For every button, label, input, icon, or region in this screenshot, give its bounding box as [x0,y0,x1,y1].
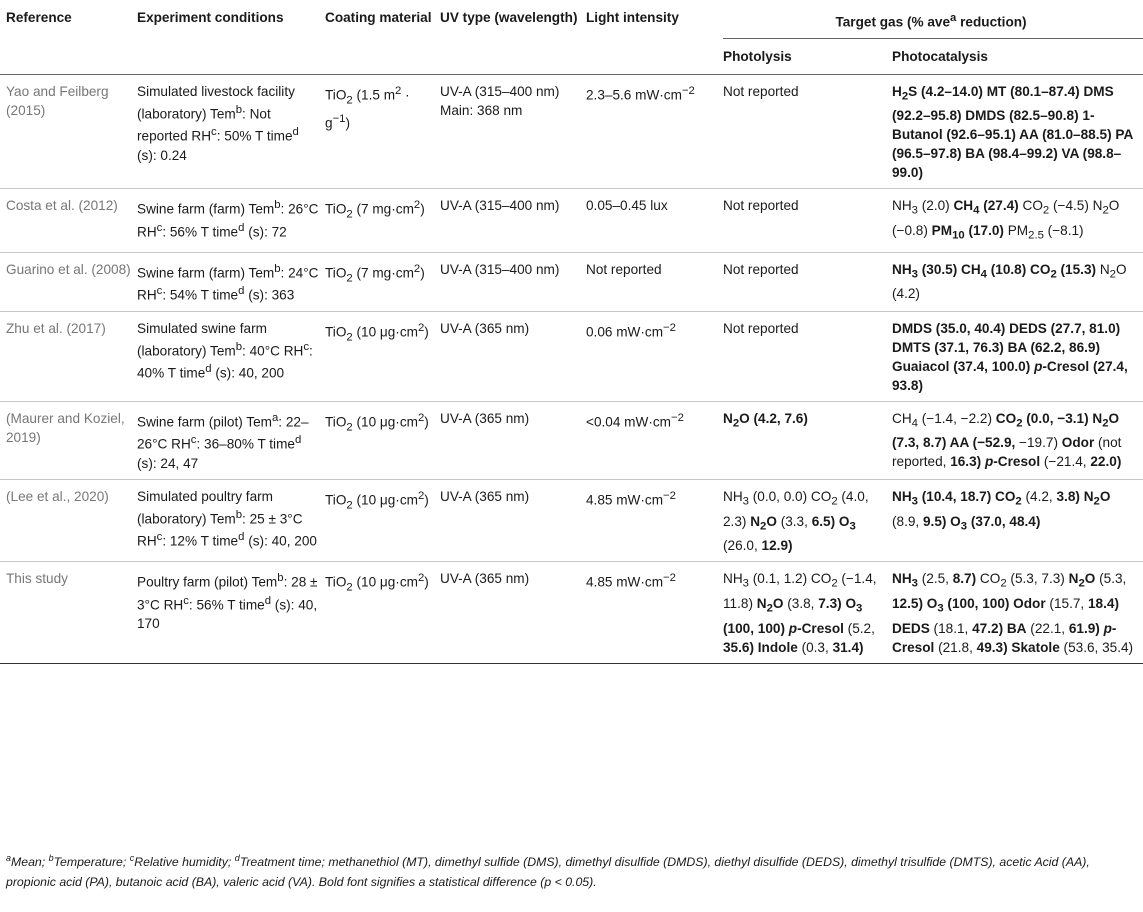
table-row [0,562,1143,663]
table-header [0,0,1143,74]
cell-photolysis: Not reported [723,198,799,214]
table-row [0,401,1143,479]
cell-uv: UV-A (315–400 nm) [440,198,560,214]
table-row [0,311,1143,401]
cell-coating: TiO$_2$ (1.5 $m^2 \cdot g^{-1}$) [325,84,410,131]
cell-conditions: Swine farm (farm) Tem$^b$: 26°C $RH^c$: 56% T time$^d$ (s): 72 [137,199,319,240]
cell-conditions: Simulated swine farm (laboratory) Tem$^b$: 40°C $RH^c$: 40% T time$^d$ (s): 40, 200 [137,320,313,381]
cell-reference: Costa et al. (2012) [6,198,118,214]
cell-photocatalysis: $NH_3$ (10.4, 18.7) $CO_2$ (4.2, 3.8) $N_2O$ (8.9, 9.5) $O_3$ (37.0, 48.4) [892,488,1111,533]
cell-photocatalysis: $NH_3$ (30.5) $CH_4$ (10.8) $CO_2$ (15.3) $N_2O$ (4.2) [892,261,1127,302]
cell-reference: Yao and Feilberg (2015) [6,83,109,118]
header-conditions: Experiment conditions [137,10,284,25]
cell-photocatalysis: $NH_3$ (2.0) $CH_4$ (27.4) $CO_2$ (−4.5) $N_2O$ (−0.8) $PM_{10}$ (17.0) $PM_{2.5}$ (−8.1) [892,198,1120,242]
cell-reference: (Maurer and Koziel, 2019) [6,410,125,445]
cell-coating: TiO$_2$ (7 $mg\cdot cm^2$) [325,262,425,284]
header-light-intensity: Light intensity [586,10,679,25]
cell-photolysis: Not reported [723,83,799,99]
cell-coating: TiO$_2$ (7 $mg\cdot cm^2$) [325,199,425,221]
cell-conditions: Poultry farm (pilot) Tem$^b$: 28 ± 3°C $RH^c$: 56% T time$^d$ (s): 40, 170 [137,572,318,632]
cell-conditions: Swine farm (farm) Tem$^b$: 24°C $RH^c$: 54% T time$^d$ (s): 363 [137,262,319,303]
table-row [0,74,1143,189]
cell-conditions: Simulated poultry farm (laboratory) Tem$^b$: 25 ± 3°C $RH^c$: 12% T time$^d$ (s): 40, 200 [137,488,317,549]
cell-light: Not reported [586,261,662,277]
table-row [0,189,1143,252]
header-coating: Coating material [325,10,432,25]
cell-reference: (Lee et al., 2020) [6,488,109,504]
cell-uv: UV-A (315–400 nm) [440,261,560,277]
cell-coating: TiO$_2$ (10 $\mu g\cdot cm^2$) [325,572,429,594]
cell-uv: UV-A (365 nm) [440,571,530,587]
cell-light: 0.05–0.45 lux [586,198,668,214]
cell-photocatalysis: $NH_3$ (2.5, 8.7) $CO_2$ (5.3, 7.3) $N_2O$ (5.3, 12.5) $O_3$ (100, 100) Odor (15.7, 18.4) DEDS (18.1, 47.2) BA (22.1, 61.9) p-Cresol (21.8, 49.3) Skatole (53.6, 35.4) [892,571,1134,655]
cell-light: 2.3–5.6 $mW\cdot cm^{-2}$ [586,84,695,103]
cell-photolysis: $NH_3$ (0.0, 0.0) $CO_2$ (4.0, 2.3) $N_2O$ (3.3, 6.5) $O_3$ (26.0, 12.9) [723,488,869,554]
header-uv-type: UV type (wavelength) [440,10,578,25]
header-reference: Reference [6,10,72,25]
cell-light: 4.85 $mW\cdot cm^{-2}$ [586,572,676,590]
cell-conditions: Swine farm (pilot) Tem$^a$: 22–26°C $RH^c$: 36–80% T time$^d$ (s): 24, 47 [137,411,309,471]
cell-photocatalysis: DMDS (35.0, 40.4) DEDS (27.7, 81.0) DMTS (37.1, 76.3) BA (62.2, 86.9) Guaiacol (37.4, 100.0) p-Cresol (27.4, 93.8) [892,320,1128,393]
cell-uv: UV-A (365 nm) [440,488,530,504]
header-photolysis: Photolysis [723,48,792,64]
cell-coating: TiO$_2$ (10 $\mu g\cdot cm^2$) [325,489,429,512]
cell-uv: UV-A (365 nm) [440,320,530,336]
cell-light: <0.04 $mW\cdot cm^{-2}$ [586,411,684,430]
cell-uv: UV-A (315–400 nm) Main: 368 nm [440,83,560,118]
table-row [0,252,1143,311]
cell-photocatalysis: $H_2S$ (4.2–14.0) MT (80.1–87.4) DMS (92.2–95.8) DMDS (82.5–90.8) 1-Butanol (92.6–95.1) AA (81.0–88.5) PA (96.5–97.8) BA (98.4–99.2) VA (98.8–99.0) [892,83,1133,181]
cell-photolysis: Not reported [723,261,799,277]
table-footnote: $^a$Mean; $^b$Temperature; $^c$Relative humidity; $^d$Treatment time; methanethiol (MT), dimethyl sulfide (DMS), dimethyl disulfide (DMDS), diethyl disulfide (DEDS), dimethyl trisulfide (DMTS), acetic Acid (AA), propionic acid (PA), butanoic acid (BA), valeric acid (VA). Bold font signifies a statistical difference (p < 0.05). [6,853,1090,890]
cell-photocatalysis: $CH_4$ (−1.4, −2.2) $CO_2$ (0.0, −3.1) $N_2O$ (7.3, 8.7) AA (−52.9, −19.7) Odor (not reported, 16.3) p-Cresol (−21.4, 22.0) [892,410,1122,470]
cell-photolysis: Not reported [723,320,799,336]
cell-photolysis: $N_2O$ (4.2, 7.6) [723,410,808,430]
cell-reference: Zhu et al. (2017) [6,320,106,336]
cell-coating: TiO$_2$ (10 $\mu g\cdot cm^2$) [325,321,429,343]
cell-photolysis: $NH_3$ (0.1, 1.2) $CO_2$ (−1.4, 11.8) $N_2O$ (3.8, 7.3) $O_3$ (100, 100) p-Cresol (5.2, 35.6) Indole (0.3, 31.4) [723,571,877,655]
header-target-gas: Target gas (% ave$^a$ reduction) [723,0,1143,38]
cell-conditions: Simulated livestock facility (laboratory) Tem$^b$: Not reported $RH^c$: 50% T time$^d$ (s): 0.24 [137,83,299,163]
cell-coating: TiO$_2$ (10 $\mu g\cdot cm^2$) [325,411,429,433]
cell-reference: Guarino et al. (2008) [6,261,131,277]
cell-reference: This study [6,571,68,587]
cell-uv: UV-A (365 nm) [440,410,530,426]
cell-light: 4.85 $mW\cdot cm^{-2}$ [586,489,676,508]
cell-light: 0.06 $mW\cdot cm^{-2}$ [586,321,676,340]
header-photocatalysis: Photocatalysis [892,48,988,64]
table-body [0,74,1143,663]
table-row [0,479,1143,561]
